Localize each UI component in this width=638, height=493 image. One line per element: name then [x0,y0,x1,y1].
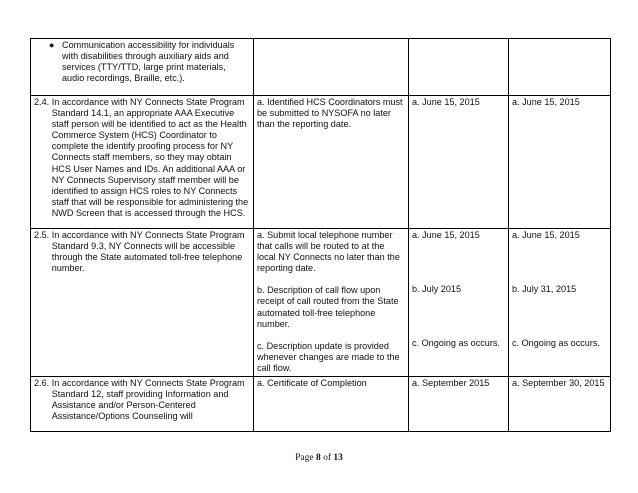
bullet-text: Communication accessibility for individuals with disabilities through auxiliary aids and services (TTY/TTD, large print materials, audio recordings, Braille, etc.). [62,40,235,84]
row-number: 2.5. [34,230,50,240]
date-item: a. June 15, 2015 [512,97,580,107]
date-cell [409,39,509,96]
deliverable-item: c. Description update is provided whenever changes are made to the call flow. [257,340,400,373]
date-item: a. September 30, 2015 [512,378,605,389]
date-item: a. June 15, 2015 [412,230,480,240]
deliverable-item: a. Identified HCS Coordinators must be submitted to NYSOFA no later than the reporting date. [257,97,403,130]
date-cell [409,229,509,377]
date-cell [409,96,509,229]
date-cell [509,377,611,432]
date-cell [409,377,509,432]
date-item: c. Ongoing as occurs. [512,338,600,349]
of-label: of [323,453,331,463]
deliverable-cell [254,39,409,96]
date-item: a. September 2015 [412,378,490,389]
total-pages: 13 [333,453,343,463]
date-cell [509,39,611,96]
date-item: b. July 2015 [412,284,462,295]
date-cell [509,96,611,229]
row-description: In accordance with NY Connects State Program Standard 12, staff providing Information and Assistance and/or Person-Centered Assistance/Options Counseling will [51,378,245,422]
description-cell [31,39,254,96]
deliverable-cell [254,229,409,377]
row-number: 2.6. [34,378,50,389]
row-description: In accordance with NY Connects State Program Standard 14.1, an appropriate AAA Executive staff person will be identified to act as the Health Commerce System (HCS) Coordinator to complete the identify proofing process for NY Connects staff members, so they may obtain HCS User Names and IDs. An additional AAA or NY Connects Supervisory staff member will be identified to assign HCS roles to NY Connects staff that will be responsible for administering the NWD Screen that is accessed through the HCS. [51,97,249,218]
deliverable-cell [254,96,409,229]
table-row [31,96,611,229]
page-footer [0,453,638,463]
deliverable-item: a. Certificate of Completion [257,378,367,389]
description-cell [31,377,254,432]
description-cell [31,229,254,377]
page-number: 8 [315,453,321,463]
table-row [31,229,611,377]
deliverable-item: b. Description of call flow upon receipt of call routed from the State automated toll-free telephone number. [257,285,399,329]
row-number: 2.4. [34,97,50,107]
date-item: a. June 15, 2015 [412,97,480,107]
date-cell [509,229,611,377]
date-item: c. Ongoing as occurs. [412,338,500,349]
description-cell [31,96,254,229]
page-label: Page [295,453,314,463]
table-row [31,377,611,432]
row-description: In accordance with NY Connects State Program Standard 9.3, NY Connects will be accessible through the State automated toll-free telephone number. [51,230,245,274]
bullet-icon: ● [49,40,55,50]
work-plan-table [30,38,611,432]
table-row [31,39,611,96]
deliverable-cell [254,377,409,432]
bullet-item [34,40,250,84]
deliverable-item: a. Submit local telephone number that calls will be routed to at the local NY Connects no later than the reporting date. [257,230,400,274]
date-item: a. June 15, 2015 [512,230,580,240]
date-item: b. July 31, 2015 [512,284,577,295]
